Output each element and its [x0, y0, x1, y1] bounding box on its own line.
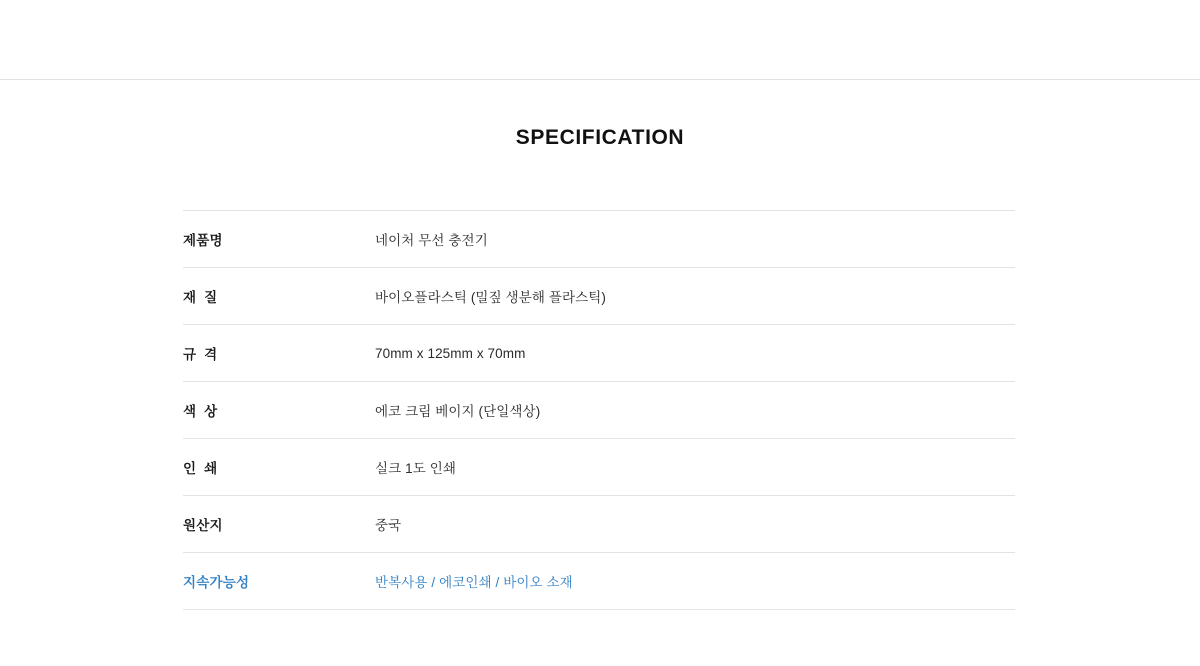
spec-label: 재 질 [183, 290, 218, 305]
spec-label: 제품명 [183, 233, 223, 248]
spec-value: 70mm x 125mm x 70mm [375, 345, 526, 361]
specification-table [183, 210, 1015, 610]
top-divider [0, 79, 1200, 80]
table-row [183, 439, 1015, 496]
table-row [183, 211, 1015, 268]
page-title: SPECIFICATION [515, 126, 685, 149]
spec-label: 지속가능성 [183, 575, 250, 590]
table-row-sustainability [183, 553, 1015, 610]
spec-value: 바이오플라스틱 (밀짚 생분해 플라스틱) [375, 290, 606, 305]
spec-label: 인 쇄 [183, 461, 218, 476]
table-row [183, 268, 1015, 325]
spec-label: 색 상 [183, 404, 218, 419]
spec-value: 중국 [375, 518, 402, 533]
table-row [183, 325, 1015, 382]
spec-label: 규 격 [183, 347, 218, 362]
spec-value: 실크 1도 인쇄 [375, 461, 457, 476]
table-row [183, 496, 1015, 553]
spec-value: 반복사용 / 에코인쇄 / 바이오 소재 [375, 575, 573, 590]
table-row [183, 382, 1015, 439]
spec-label: 원산지 [183, 518, 223, 533]
spec-value: 네이처 무선 충전기 [375, 233, 488, 248]
spec-value: 에코 크림 베이지 (단일색상) [375, 404, 541, 419]
